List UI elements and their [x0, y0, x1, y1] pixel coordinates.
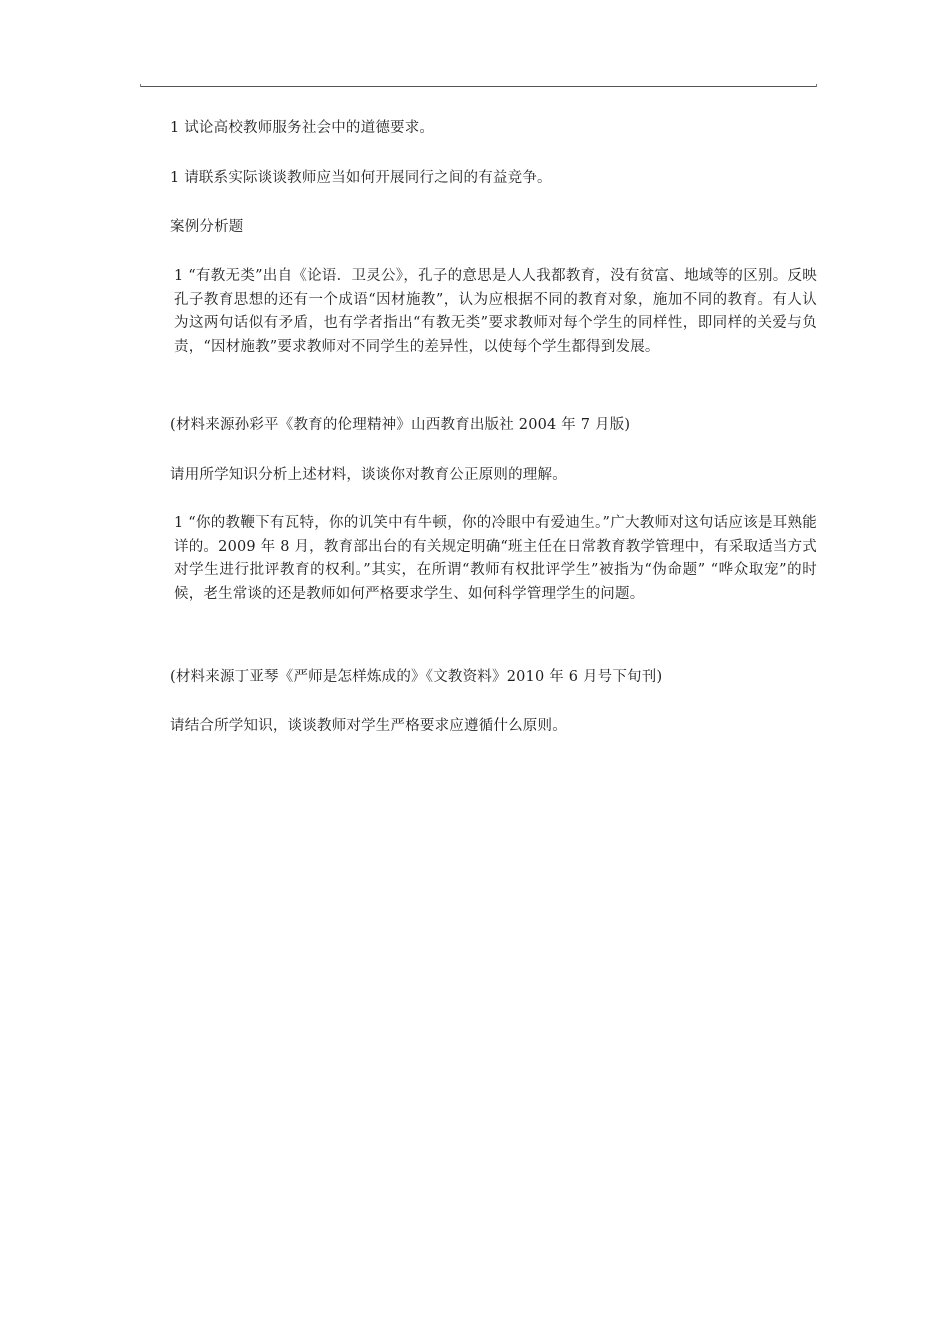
case-1-text: 1 “有教无类”出自《论语．卫灵公》，孔子的意思是人人我都教育，没有贫富、地域等的区别。反映孔子教育思想的还有一个成语“因材施教”，认为应根据不同的教育对象，施加不同的教育。有人认为这两句话似有矛盾，也有学者指出“有教无类”要求教师对每个学生的同样性，即同样的关爱与负责，“因材施教”要求教师对不同学生的差异性，以使每个学生都得到发展。 [174, 268, 817, 355]
case-2-text: 1 “你的教鞭下有瓦特，你的讥笑中有牛顿，你的冷眼中有爱迪生。”广大教师对这句话应该是耳熟能详的。2009 年 8 月，教育部出台的有关规定明确“班主任在日常教育教学管理中，有采取适当方式对学生进行批评教育的权利。”其实，在所谓“教师有权批评学生”被指为“伪命题” “哗众取宠”的时候，老生常谈的还是教师如何严格要求学生、如何科学管理学生的问题。 [174, 515, 817, 602]
case-2-source: (材料来源丁亚琴《严师是怎样炼成的》《文教资料》2010 年 6 月号下旬刊) [170, 669, 663, 685]
question-1: 1 试论高校教师服务社会中的道德要求。 [170, 120, 435, 136]
section-title: 案例分析题 [170, 219, 244, 235]
case-1-source: (材料来源孙彩平《教育的伦理精神》山西教育出版社 2004 年 7 月版) [170, 417, 631, 433]
header-rule [140, 86, 817, 87]
case-1-paragraph [140, 265, 817, 359]
case-2-question: 请结合所学知识，谈谈教师对学生严格要求应遵循什么原则。 [170, 718, 567, 734]
case-1-question: 请用所学知识分析上述材料，谈谈你对教育公正原则的理解。 [170, 467, 567, 483]
question-2: 1 请联系实际谈谈教师应当如何开展同行之间的有益竞争。 [170, 170, 552, 186]
case-2-paragraph [140, 512, 817, 606]
